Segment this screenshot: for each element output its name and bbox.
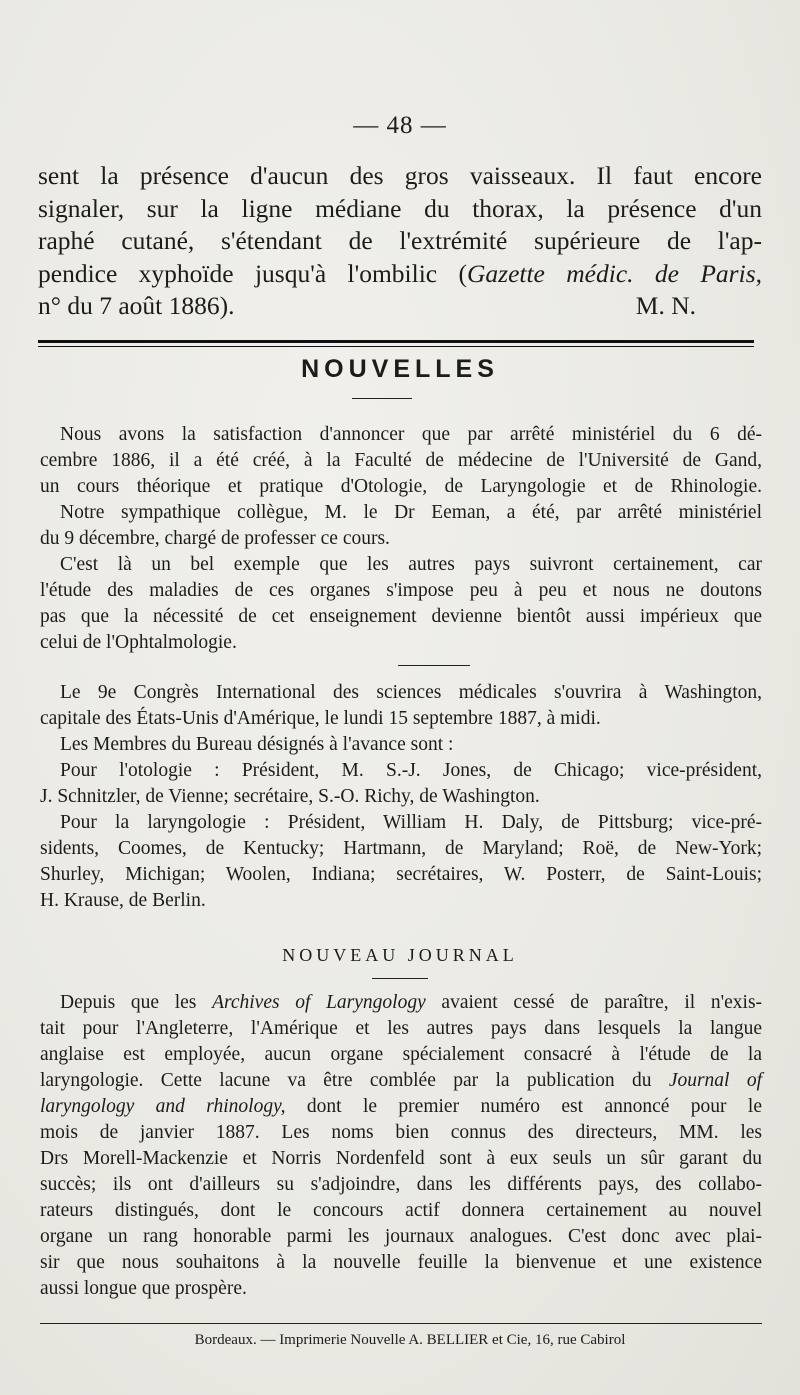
text-line: l'étude des maladies de ces organes s'impose peu à peu et nous ne doutons	[40, 580, 762, 601]
text-line: sent la présence d'aucun des gros vaisseaux. Il faut encore	[38, 161, 762, 190]
nouvelles-paragraph-2	[40, 552, 762, 656]
text-segment: dont le premier numéro est annoncé pour le	[285, 1096, 762, 1117]
page-number: — 48 —	[353, 112, 447, 139]
text-segment: pendice xyphoïde jusqu'à l'ombilic (	[38, 258, 467, 288]
text-line: Notre sympathique collègue, M. le Dr Eeman, a été, par arrêté ministériel	[60, 502, 762, 523]
top-paragraph	[38, 160, 762, 323]
printer-footer: Bordeaux. — Imprimerie Nouvelle A. BELLIER et Cie, 16, rue Cabirol	[194, 1332, 626, 1348]
nouvelles-paragraph-5	[40, 758, 762, 810]
footer-rule	[40, 1323, 762, 1324]
text-line: capitale des États-Unis d'Amérique, le lundi 15 septembre 1887, à midi.	[40, 708, 601, 729]
text-line: cembre 1886, il a été créé, à la Faculté de médecine de l'Université de Gand,	[40, 450, 762, 471]
text-line: J. Schnitzler, de Vienne; secrétaire, S.-O. Richy, de Washington.	[40, 786, 540, 807]
signature: M. N.	[635, 291, 696, 320]
text-line: Le 9e Congrès International des sciences médicales s'ouvrira à Washington,	[60, 682, 762, 703]
text-line: Nous avons la satisfaction d'annoncer que par arrêté ministériel du 6 dé-	[60, 424, 762, 445]
text-line: raphé cutané, s'étendant de l'extrémité supérieure de l'ap-	[38, 226, 762, 255]
section-title: NOUVELLES	[301, 355, 499, 383]
text-line: sir que nous souhaitons à la nouvelle feuille la bienvenue et une existence	[40, 1252, 762, 1273]
text-line: du 9 décembre, chargé de professer ce cours.	[40, 528, 390, 549]
text-line: aussi longue que prospère.	[40, 1278, 247, 1299]
text-segment: laryngologie. Cette lacune va être comblée par la publication du	[40, 1070, 669, 1091]
subtitle-underline-rule	[372, 978, 428, 979]
text-line: Pour l'otologie : Président, M. S.-J. Jones, de Chicago; vice-président,	[60, 760, 762, 781]
nouvelles-paragraph-3	[40, 680, 762, 732]
text-line	[38, 290, 762, 323]
journal-paragraph	[40, 990, 762, 1302]
text-line: celui de l'Ophtalmologie.	[40, 632, 237, 653]
text-line: rateurs distingués, dont le concours actif donnera certainement au nouvel	[40, 1200, 762, 1221]
text-line: anglaise est employée, aucun organe spécialement consacré à l'étude de la	[40, 1044, 762, 1065]
text-line: Les Membres du Bureau désignés à l'avance sont :	[60, 734, 454, 755]
subsection-title: NOUVEAU JOURNAL	[282, 945, 518, 965]
text-line: signaler, sur la ligne médiane du thorax, la présence d'un	[38, 193, 762, 223]
text-line: C'est là un bel exemple que les autres pays suivront certainement, car	[60, 554, 762, 575]
citation-italic: Gazette médic. de Paris,	[466, 258, 762, 288]
text-line: organe un rang honorable parmi les journaux analogues. C'est donc avec plai-	[40, 1226, 762, 1247]
text-line: sidents, Coomes, de Kentucky; Hartmann, de Maryland; Roë, de New-York;	[40, 838, 762, 859]
nouvelles-paragraph-4	[40, 732, 762, 758]
journal-title-italic: Journal of	[668, 1070, 762, 1091]
text-line: Shurley, Michigan; Woolen, Indiana; secrétaires, W. Posterr, de Saint-Louis;	[40, 864, 762, 885]
text-segment: avaient cessé de paraître, il n'exis-	[425, 992, 763, 1013]
journal-title-italic: Archives of Laryngology	[212, 992, 426, 1013]
text-line: pas que la nécessité de cet enseignement devienne bientôt aussi impérieux que	[40, 606, 762, 627]
date-line: n° du 7 août 1886).	[38, 291, 235, 320]
text-line	[40, 1068, 762, 1094]
title-underline-rule	[352, 398, 412, 399]
text-line: mois de janvier 1887. Les noms bien connus des directeurs, MM. les	[40, 1122, 762, 1143]
nouvelles-paragraph-1	[40, 422, 762, 552]
text-line: H. Krause, de Berlin.	[40, 890, 206, 911]
paragraph-separator-rule	[398, 665, 470, 666]
text-line	[40, 990, 762, 1016]
text-line: un cours théorique et pratique d'Otologie, de Laryngologie et de Rhinologie.	[40, 476, 762, 497]
text-line: Pour la laryngologie : Président, William H. Daly, de Pittsburg; vice-pré-	[60, 812, 762, 833]
text-line: tait pour l'Angleterre, l'Amérique et les autres pays dans lesquels la langue	[40, 1018, 762, 1039]
nouvelles-paragraph-6	[40, 810, 762, 914]
text-line: Drs Morell-Mackenzie et Norris Nordenfeld sont à eux seuls un sûr garant du	[40, 1148, 762, 1169]
text-line	[38, 258, 762, 291]
journal-title-italic: laryngology and rhinology,	[40, 1096, 286, 1117]
text-segment: Depuis que les	[60, 992, 213, 1013]
text-line: succès; ils ont d'ailleurs su s'adjoindre, dans les différents pays, des collabo-	[40, 1174, 762, 1195]
double-rule-divider	[38, 340, 754, 347]
text-line	[40, 1094, 762, 1120]
